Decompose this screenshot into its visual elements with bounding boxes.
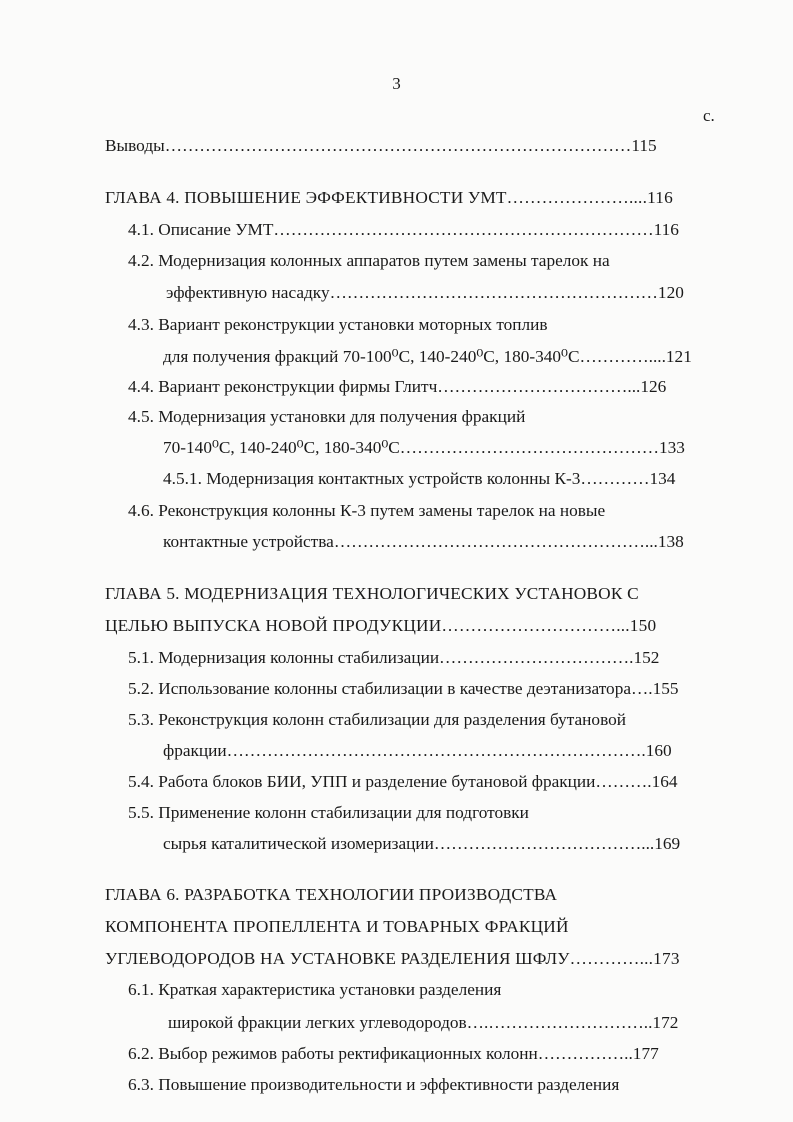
toc-entry: 5.2. Использование колонны стабилизации в качестве деэтанизатора….155 [128, 679, 679, 698]
toc-entry-continuation: сырья каталитической изомеризации………………………………...169 [163, 834, 681, 853]
toc-entry: 5.3. Реконструкция колонн стабилизации для разделения бутановой [128, 710, 626, 729]
toc-entry: 5.5. Применение колонн стабилизации для подготовки [128, 803, 529, 822]
toc-entry: 5.1. Модернизация колонны стабилизации…………………………….152 [128, 648, 660, 667]
toc-entry: 4.4. Вариант реконструкции фирмы Глитч……………………………...126 [128, 377, 667, 396]
toc-entry-continuation: эффективную насадку…………………………………………………120 [166, 283, 684, 302]
toc-entry: 4.2. Модернизация колонных аппаратов путем замены тарелок на [128, 251, 610, 270]
toc-entry: 5.4. Работа блоков БИИ, УПП и разделение бутановой фракции……….164 [128, 772, 678, 791]
toc-entry-continuation: широкой фракции легких углеводородов….………………………..172 [168, 1013, 679, 1032]
toc-entry-continuation: контактные устройства………………………………………………...138 [163, 532, 684, 551]
toc-chapter-heading: УГЛЕВОДОРОДОВ НА УСТАНОВКЕ РАЗДЕЛЕНИЯ ШФЛУ…………...173 [105, 949, 680, 968]
toc-entry: 6.1. Краткая характеристика установки разделения [128, 980, 502, 999]
toc-entry-continuation: 70-140⁰С, 140-240⁰С, 180-340⁰С………………………………………133 [163, 438, 685, 457]
toc-entry: 4.6. Реконструкция колонны К-3 путем замены тарелок на новые [128, 501, 606, 520]
toc-chapter-heading: КОМПОНЕНТА ПРОПЕЛЛЕНТА И ТОВАРНЫХ ФРАКЦИЙ [105, 917, 569, 936]
toc-chapter-heading: ГЛАВА 5. МОДЕРНИЗАЦИЯ ТЕХНОЛОГИЧЕСКИХ УСТАНОВОК С [105, 584, 639, 603]
toc-entry: 4.5. Модернизация установки для получения фракций [128, 407, 526, 426]
toc-chapter-heading: ЦЕЛЬЮ ВЫПУСКА НОВОЙ ПРОДУКЦИИ…………………………...150 [105, 616, 657, 635]
toc-entry: 6.2. Выбор режимов работы ректификационных колонн……………..177 [128, 1044, 659, 1063]
toc-entry-continuation: фракции……………………………………………………………….160 [163, 741, 672, 760]
toc-chapter-heading: ГЛАВА 4. ПОВЫШЕНИЕ ЭФФЕКТИВНОСТИ УМТ…………………....116 [105, 188, 673, 207]
page-column-label: с. [703, 106, 715, 125]
page-number: 3 [392, 74, 401, 93]
toc-subentry: 4.5.1. Модернизация контактных устройств колонны К-3…………134 [163, 469, 676, 488]
toc-entry: 4.3. Вариант реконструкции установки моторных топлив [128, 315, 548, 334]
toc-entry-continuation: для получения фракций 70-100⁰С, 140-240⁰С, 180-340⁰С…………....121 [163, 347, 692, 366]
toc-chapter-heading: ГЛАВА 6. РАЗРАБОТКА ТЕХНОЛОГИИ ПРОИЗВОДСТВА [105, 885, 558, 904]
toc-entry: 6.3. Повышение производительности и эффективности разделения [128, 1075, 620, 1094]
toc-entry: 4.1. Описание УМТ…………………………………………………………116 [128, 220, 679, 239]
toc-entry: Выводы………………………………………………………………………115 [105, 136, 657, 155]
